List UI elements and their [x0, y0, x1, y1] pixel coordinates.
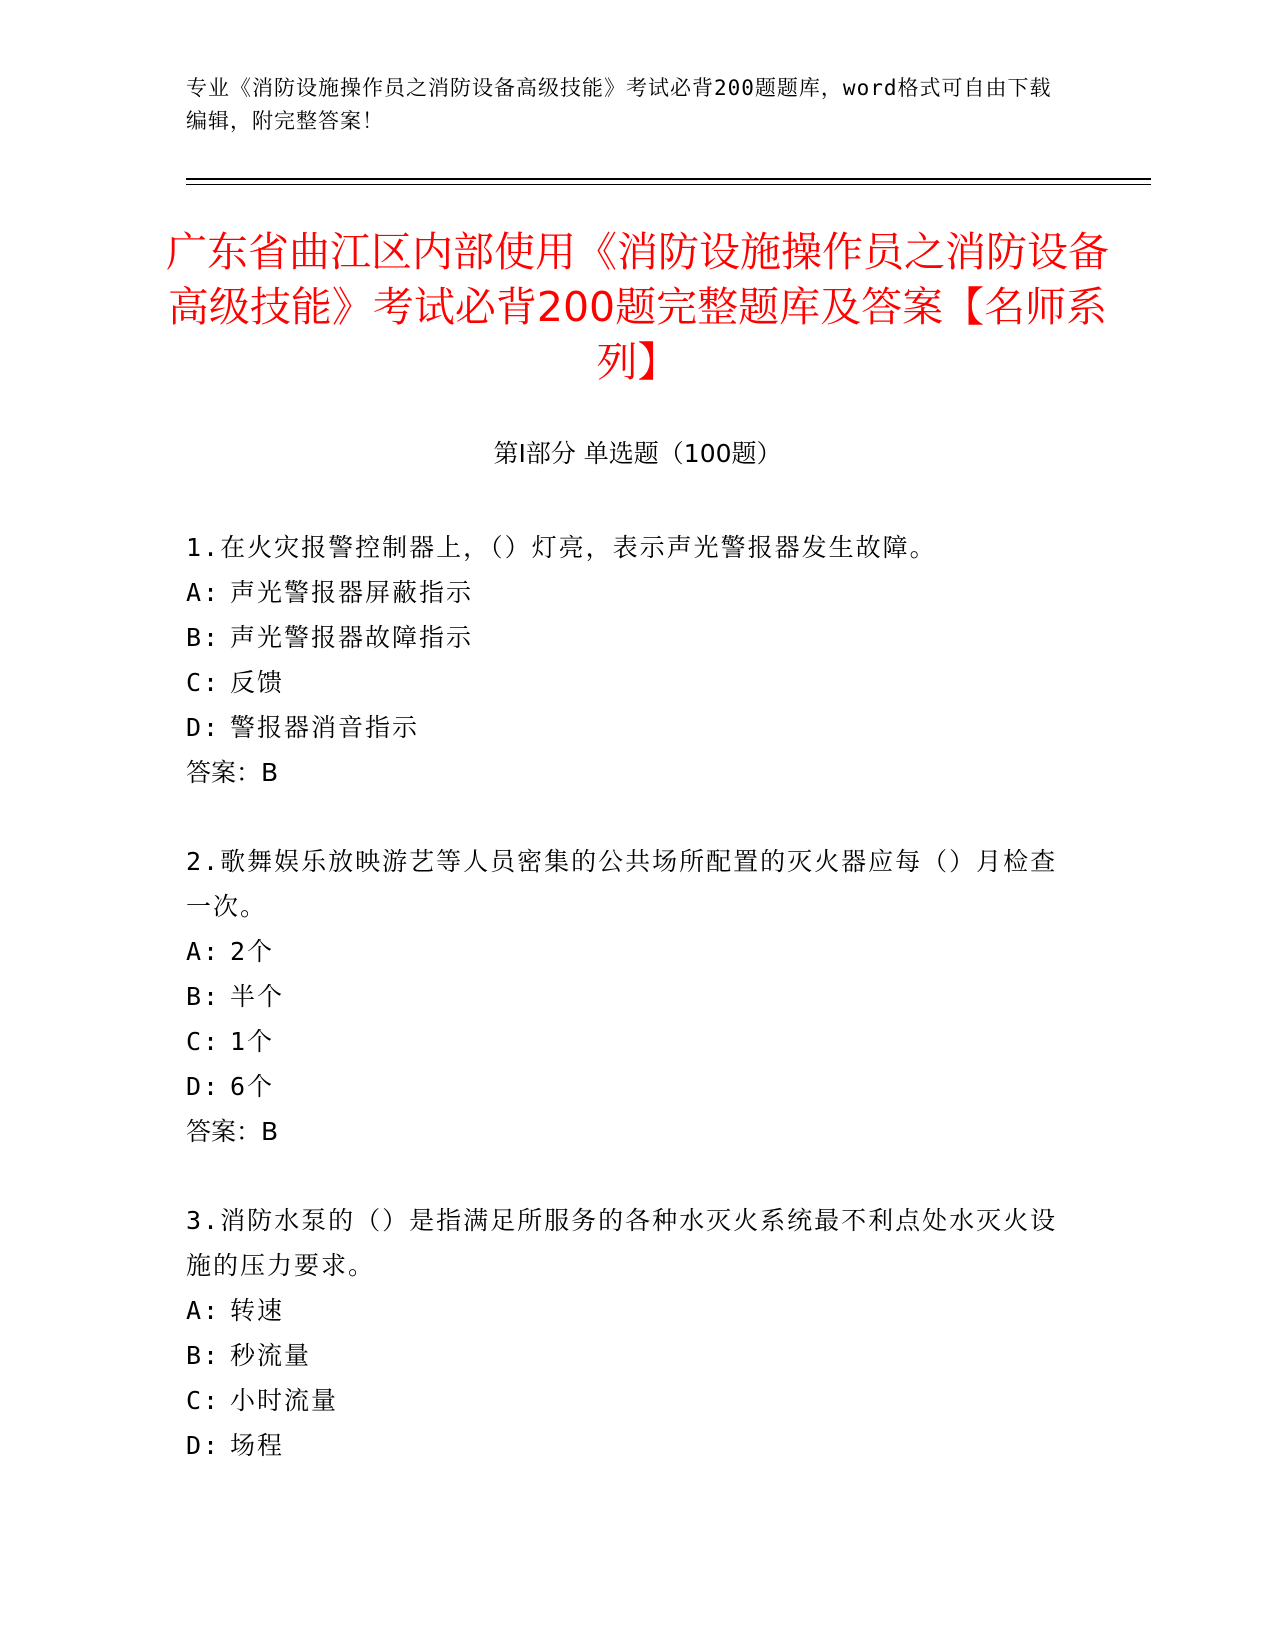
section-heading: 第I部分 单选题（100题）	[493, 439, 782, 468]
option-letter: B:	[186, 982, 221, 1011]
option-letter: B:	[186, 623, 221, 652]
option-b	[186, 1333, 1066, 1378]
option-letter: A:	[186, 1296, 221, 1325]
header-note: 专业《消防设施操作员之消防设备高级技能》考试必背200题题库，word格式可自由下载编辑，附完整答案！	[186, 76, 1052, 133]
option-d	[186, 1064, 1066, 1109]
option-d	[186, 705, 1066, 750]
option-b	[186, 974, 1066, 1019]
option-text: 声光警报器故障指示	[230, 623, 474, 652]
option-text: 反馈	[230, 668, 285, 697]
question-stem: 3.消防水泵的（）是指满足所服务的各种水灭火系统最不利点处水灭火设施的压力要求。	[186, 1206, 1058, 1280]
option-text: 转速	[230, 1296, 285, 1325]
option-b	[186, 615, 1066, 660]
option-letter: A:	[186, 937, 221, 966]
question-answer: 答案：B	[186, 758, 279, 787]
option-a	[186, 1288, 1066, 1333]
option-letter: A:	[186, 578, 221, 607]
option-text: 小时流量	[230, 1386, 339, 1415]
option-text: 6个	[230, 1072, 275, 1101]
question-answer: 答案：B	[186, 1117, 279, 1146]
option-c	[186, 1378, 1066, 1423]
option-letter: C:	[186, 1386, 221, 1415]
option-text: 声光警报器屏蔽指示	[230, 578, 474, 607]
document-title: 广东省曲江区内部使用《消防设施操作员之消防设备高级技能》考试必背200题完整题库及答案【名师系列】	[166, 228, 1109, 386]
header-rule-thin	[186, 184, 1151, 185]
question-list	[186, 525, 1066, 1512]
option-text: 2个	[230, 937, 275, 966]
option-letter: B:	[186, 1341, 221, 1370]
option-text: 半个	[230, 982, 285, 1011]
question-stem: 2.歌舞娱乐放映游艺等人员密集的公共场所配置的灭火器应每（）月检查一次。	[186, 847, 1058, 921]
option-text: 秒流量	[230, 1341, 312, 1370]
option-letter: D:	[186, 713, 221, 742]
option-letter: C:	[186, 668, 221, 697]
option-a	[186, 929, 1066, 974]
question-item	[186, 1198, 1066, 1468]
option-letter: D:	[186, 1431, 221, 1460]
option-text: 场程	[230, 1431, 285, 1460]
question-item	[186, 839, 1066, 1154]
option-c	[186, 660, 1066, 705]
option-d	[186, 1423, 1066, 1468]
option-c	[186, 1019, 1066, 1064]
header-rule-thick	[186, 178, 1151, 180]
question-stem: 1.在火灾报警控制器上，（）灯亮，表示声光警报器发生故障。	[186, 533, 937, 562]
option-text: 警报器消音指示	[230, 713, 420, 742]
question-item	[186, 525, 1066, 795]
option-text: 1个	[230, 1027, 275, 1056]
option-a	[186, 570, 1066, 615]
option-letter: C:	[186, 1027, 221, 1056]
option-letter: D:	[186, 1072, 221, 1101]
